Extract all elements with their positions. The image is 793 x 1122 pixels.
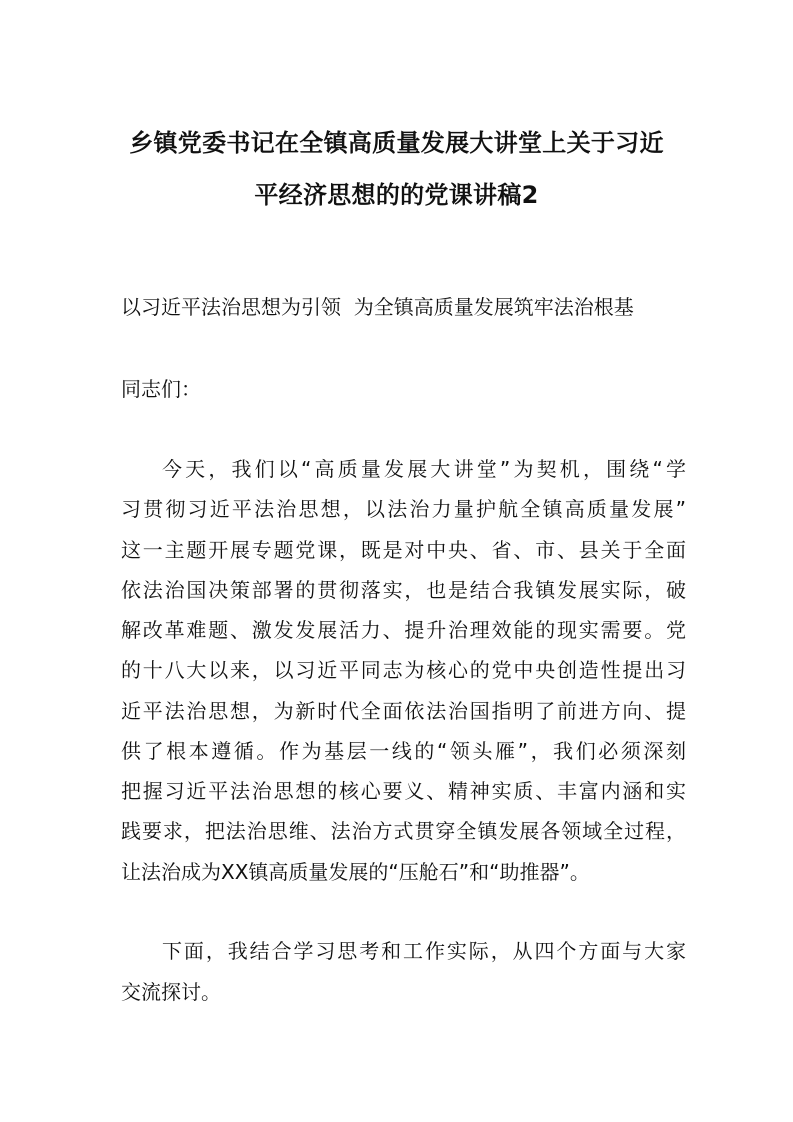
paragraph-1-line-10: 践要求，把法治思维、法治方式贯穿全镇发展各领域全过程， <box>121 819 686 843</box>
paragraph-1-line-7: 近平法治思想，为新时代全面依法治国指明了前进方向、提 <box>121 699 686 723</box>
document-title-line-2: 平经济思想的的党课讲稿2 <box>254 181 539 209</box>
paragraph-1-line-9: 把握习近平法治思想的核心要义、精神实质、丰富内涵和实 <box>121 779 686 803</box>
paragraph-2-line-1: 下面，我结合学习思考和工作实际，从四个方面与大家 <box>162 939 686 963</box>
paragraph-1-line-5: 解改革难题、激发发展活力、提升治理效能的现实需要。党 <box>121 618 686 642</box>
document-title-line-1: 乡镇党委书记在全镇高质量发展大讲堂上关于习近 <box>129 129 664 157</box>
paragraph-1-line-6: 的十八大以来，以习近平同志为核心的党中央创造性提出习 <box>121 658 686 682</box>
paragraph-1-line-2: 习贯彻习近平法治思想，以法治力量护航全镇高质量发展” <box>121 497 686 521</box>
paragraph-1-line-3: 这一主题开展专题党课，既是对中央、省、市、县关于全面 <box>121 538 686 562</box>
paragraph-1-line-8: 供了根本遵循。作为基层一线的“领头雁”，我们必须深刻 <box>121 739 686 763</box>
paragraph-1-line-1: 今天，我们以“高质量发展大讲堂”为契机，围绕“学 <box>162 457 686 481</box>
document-subtitle: 以习近平法治思想为引领 为全镇高质量发展筑牢法治根基 <box>121 295 634 319</box>
paragraph-2-line-2: 交流探讨。 <box>121 980 221 1004</box>
paragraph-1-line-11: 让法治成为XX镇高质量发展的“压舱石”和“助推器”。 <box>121 860 590 884</box>
paragraph-1-line-4: 依法治国决策部署的贯彻落实，也是结合我镇发展实际，破 <box>121 578 686 602</box>
salutation: 同志们： <box>121 377 201 401</box>
